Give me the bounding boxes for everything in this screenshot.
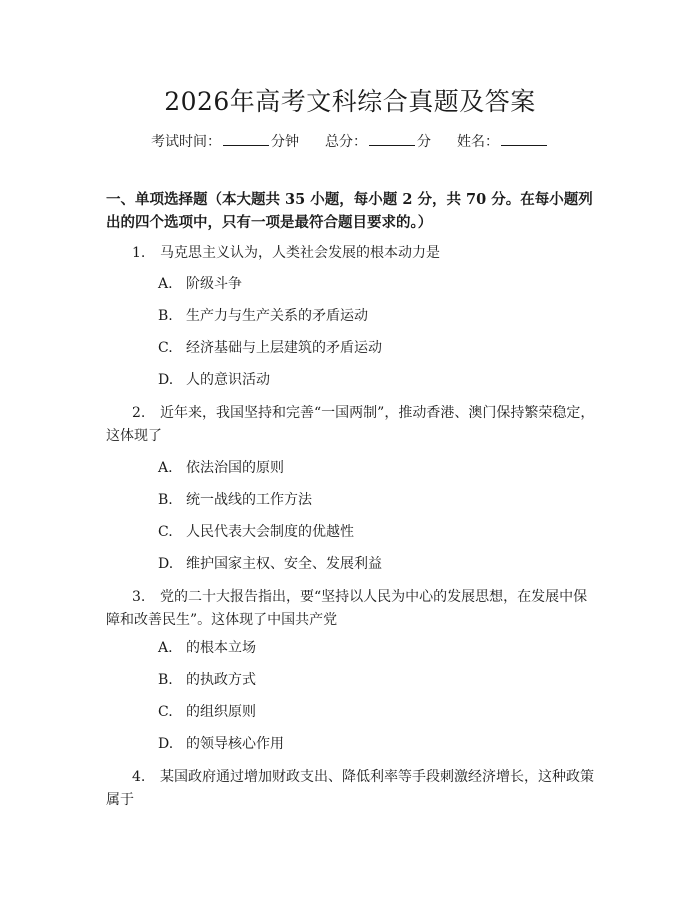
question-text: 某国政府通过增加财政支出、降低利率等手段刺激经济增长，这种政策属于 xyxy=(106,769,594,808)
question-2 xyxy=(106,402,598,448)
option-text: 阶级斗争 xyxy=(186,276,242,292)
question-3 xyxy=(106,586,598,632)
question-1-option-c[interactable] xyxy=(158,338,382,358)
question-1 xyxy=(106,242,598,265)
question-number: 3. xyxy=(132,589,146,605)
question-2-option-d[interactable] xyxy=(158,554,382,574)
option-letter: D. xyxy=(158,556,174,572)
option-letter: D. xyxy=(158,736,174,752)
total-score-label: 总分： xyxy=(325,134,367,150)
question-3-option-b[interactable] xyxy=(158,670,256,690)
option-letter: C. xyxy=(158,340,173,356)
option-letter: A. xyxy=(158,640,173,656)
total-score-field xyxy=(325,131,431,151)
option-letter: B. xyxy=(158,492,173,508)
option-text: 依法治国的原则 xyxy=(186,460,284,476)
option-letter: D. xyxy=(158,372,174,388)
option-letter: A. xyxy=(158,276,173,292)
option-letter: A. xyxy=(158,460,173,476)
exam-time-unit: 分钟 xyxy=(271,134,299,150)
section-heading: 一、单项选择题（本大题共 35 小题，每小题 2 分，共 70 分。在每小题列出的四个选项中，只有一项是最符合题目要求的。） xyxy=(106,191,593,231)
option-text: 的组织原则 xyxy=(186,704,256,720)
option-text: 人民代表大会制度的优越性 xyxy=(186,524,354,540)
question-number: 1. xyxy=(132,245,146,261)
name-label: 姓名： xyxy=(457,134,499,150)
question-number: 4. xyxy=(132,769,146,785)
option-letter: B. xyxy=(158,672,173,688)
option-text: 维护国家主权、安全、发展利益 xyxy=(186,556,382,572)
question-1-option-d[interactable] xyxy=(158,370,270,390)
option-text: 经济基础与上层建筑的矛盾运动 xyxy=(186,340,382,356)
option-letter: B. xyxy=(158,308,173,324)
exam-time-blank[interactable] xyxy=(223,133,269,146)
name-field xyxy=(457,131,549,151)
question-text: 马克思主义认为，人类社会发展的根本动力是 xyxy=(160,245,440,261)
exam-time-label: 考试时间： xyxy=(151,134,221,150)
option-text: 生产力与生产关系的矛盾运动 xyxy=(186,308,368,324)
exam-info-row xyxy=(0,131,700,151)
page-title: 2026年高考文科综合真题及答案 xyxy=(164,87,536,116)
question-2-option-b[interactable] xyxy=(158,490,312,510)
total-score-blank[interactable] xyxy=(369,133,415,146)
question-3-option-c[interactable] xyxy=(158,702,256,722)
option-text: 的根本立场 xyxy=(186,640,256,656)
option-text: 统一战线的工作方法 xyxy=(186,492,312,508)
option-letter: C. xyxy=(158,704,173,720)
question-number: 2. xyxy=(132,405,146,421)
question-3-option-a[interactable] xyxy=(158,638,256,658)
option-letter: C. xyxy=(158,524,173,540)
question-2-option-a[interactable] xyxy=(158,458,284,478)
total-score-unit: 分 xyxy=(417,134,431,150)
question-1-option-a[interactable] xyxy=(158,274,242,294)
question-4 xyxy=(106,766,598,812)
question-text: 近年来，我国坚持和完善“一国两制”，推动香港、澳门保持繁荣稳定，这体现了 xyxy=(106,405,595,444)
question-text: 党的二十大报告指出，要“坚持以人民为中心的发展思想，在发展中保障和改善民生”。这体现了中国共产党 xyxy=(106,589,588,628)
name-blank[interactable] xyxy=(501,133,547,146)
option-text: 的执政方式 xyxy=(186,672,256,688)
question-3-option-d[interactable] xyxy=(158,734,284,754)
exam-time-field xyxy=(151,131,299,151)
question-2-option-c[interactable] xyxy=(158,522,354,542)
question-1-option-b[interactable] xyxy=(158,306,368,326)
option-text: 人的意识活动 xyxy=(186,372,270,388)
option-text: 的领导核心作用 xyxy=(186,736,284,752)
